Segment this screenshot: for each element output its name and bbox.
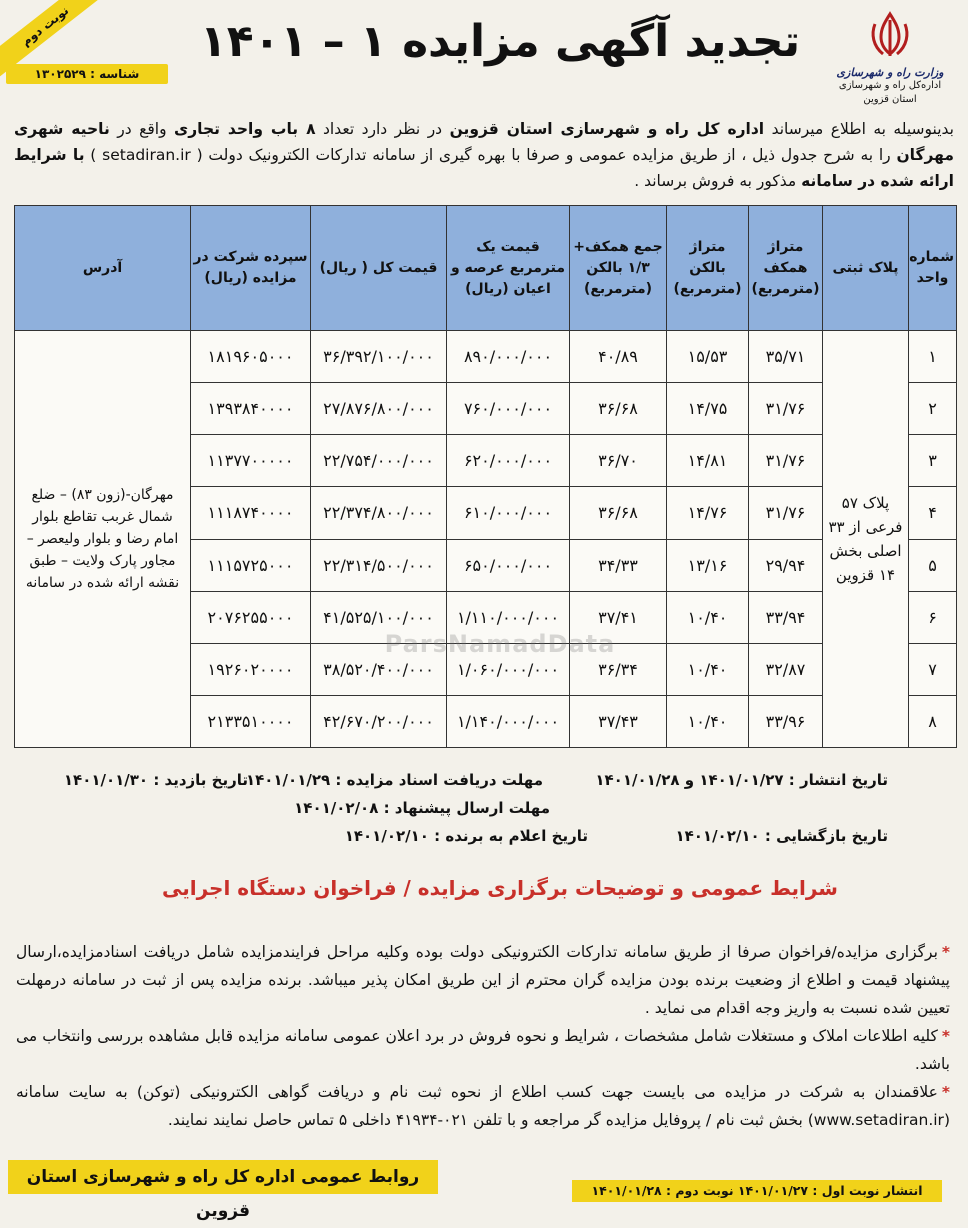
- cell-ground: ۳۳/۹۴: [749, 591, 823, 643]
- bullet-star-icon: *: [941, 1083, 950, 1101]
- cell-deposit: ۱۱۳۷۷۰۰۰۰۰: [191, 435, 311, 487]
- watermark: ParsNamadData: [384, 630, 616, 658]
- publication-badge: انتشار نوبت اول : ۱۴۰۱/۰۱/۲۷ نوبت دوم : ۱۴۰۱/۰۱/۲۸: [572, 1180, 942, 1202]
- intro-count: ۸ باب واحد تجاری: [174, 120, 316, 138]
- cell-balcony: ۱۳/۱۶: [667, 539, 749, 591]
- cell-unit: ۲: [909, 383, 957, 435]
- cell-deposit: ۱۹۲۶۰۲۰۰۰۰: [191, 643, 311, 695]
- cell-unit: ۴: [909, 487, 957, 539]
- cell-ground: ۳۱/۷۶: [749, 435, 823, 487]
- intro-text-2: در نظر دارد تعداد: [315, 120, 450, 138]
- cell-deposit: ۱۱۱۵۷۲۵۰۰۰: [191, 539, 311, 591]
- cell-ground: ۳۳/۹۶: [749, 695, 823, 747]
- cell-total: ۳۶/۳۹۲/۱۰۰/۰۰۰: [311, 331, 447, 383]
- cell-balcony: ۱۰/۴۰: [667, 591, 749, 643]
- header-plaque: پلاک ثبتی: [823, 206, 909, 331]
- intro-terms: با شرایط ارائه شده در سامانه: [14, 146, 954, 190]
- org-line-2: استان قزوین: [863, 94, 917, 105]
- table-row: [15, 331, 957, 383]
- cell-balcony: ۱۰/۴۰: [667, 695, 749, 747]
- condition-text: علاقمندان به شرکت در مزایده می بایست جهت کسب اطلاع از نحوه ثبت نام و دریافت گواهی الکترونیکی (توکن) به سایت سامانه (www.setadiran.ir) بخش ثبت نام / پروفایل مزایده گر مراجعه و با تلفن ۰۲۱-۴۱۹۳۴ داخلی ۵ تماس حاصل نمایند نمایند.: [16, 1083, 950, 1129]
- cell-ground: ۳۵/۷۱: [749, 331, 823, 383]
- cell-unit-price: ۶۲۰/۰۰۰/۰۰۰: [447, 435, 570, 487]
- corner-badge: نوبت دوم: [0, 0, 111, 82]
- cell-total: ۲۲/۷۵۴/۰۰۰/۰۰۰: [311, 435, 447, 487]
- cell-plaque: پلاک ۵۷ فرعی از ۳۳ اصلی بخش ۱۴ قزوین: [823, 331, 909, 748]
- header-address: آدرس: [15, 206, 191, 331]
- cell-unit: ۷: [909, 643, 957, 695]
- cell-total: ۴۱/۵۲۵/۱۰۰/۰۰۰: [311, 591, 447, 643]
- bullet-star-icon: *: [941, 1027, 950, 1045]
- cell-unit-price: ۱/۱۴۰/۰۰۰/۰۰۰: [447, 695, 570, 747]
- cell-total: ۴۲/۶۷۰/۲۰۰/۰۰۰: [311, 695, 447, 747]
- header-unit-price: قیمت یک مترمربع عرصه و اعیان (ریال): [447, 206, 570, 331]
- cell-ground: ۳۱/۷۶: [749, 383, 823, 435]
- condition-text: کلیه اطلاعات املاک و مستغلات شامل مشخصات ، شرایط و نحوه فروش در برد اعلان عمومی سامانه مزایده قابل مشاهده بررسی وانتخاب می باشد.: [16, 1027, 950, 1073]
- cell-ground: ۳۲/۸۷: [749, 643, 823, 695]
- cell-unit: ۵: [909, 539, 957, 591]
- condition-item: [16, 1078, 950, 1134]
- cell-total: ۲۷/۸۷۶/۸۰۰/۰۰۰: [311, 383, 447, 435]
- cell-unit-price: ۷۶۰/۰۰۰/۰۰۰: [447, 383, 570, 435]
- cell-balcony: ۱۰/۴۰: [667, 643, 749, 695]
- cell-deposit: ۱۳۹۳۸۴۰۰۰۰: [191, 383, 311, 435]
- cell-unit-price: ۱/۰۶۰/۰۰۰/۰۰۰: [447, 643, 570, 695]
- visit-date: تاریخ بازدید : ۱۴۰۱/۰۱/۳۰: [63, 771, 248, 789]
- cell-total: ۲۲/۳۷۴/۸۰۰/۰۰۰: [311, 487, 447, 539]
- cell-sum: ۳۷/۴۳: [570, 695, 667, 747]
- header-deposit: سپرده شرکت در مزایده (ریال): [191, 206, 311, 331]
- intro-paragraph: [14, 116, 954, 194]
- conditions-title: شرایط عمومی و توضیحات برگزاری مزایده / فراخوان دستگاه اجرایی: [162, 876, 838, 900]
- intro-org: اداره کل راه و شهرسازی استان قزوین: [449, 120, 765, 138]
- cell-balcony: ۱۴/۸۱: [667, 435, 749, 487]
- cell-ground: ۳۱/۷۶: [749, 487, 823, 539]
- table-header-row: [15, 206, 957, 331]
- cell-total: ۲۲/۳۱۴/۵۰۰/۰۰۰: [311, 539, 447, 591]
- cell-sum: ۳۶/۳۴: [570, 643, 667, 695]
- doc-deadline: مهلت دریافت اسناد مزایده : ۱۴۰۱/۰۱/۲۹: [245, 771, 543, 789]
- cell-balcony: ۱۴/۷۵: [667, 383, 749, 435]
- header-total: قیمت کل ( ریال): [311, 206, 447, 331]
- org-logo: [830, 10, 950, 107]
- intro-text-3: واقع در: [109, 120, 175, 138]
- logo-name: وزارت راه و شهرسازی: [836, 66, 944, 79]
- cell-unit-price: ۱/۱۱۰/۰۰۰/۰۰۰: [447, 591, 570, 643]
- cell-unit-price: ۸۹۰/۰۰۰/۰۰۰: [447, 331, 570, 383]
- page-title: تجدید آگهی مزایده ۱ – ۱۴۰۱: [199, 16, 801, 67]
- dates-block: [10, 766, 888, 850]
- bullet-star-icon: *: [941, 943, 950, 961]
- cell-unit: ۸: [909, 695, 957, 747]
- cell-unit: ۱: [909, 331, 957, 383]
- condition-item: [16, 1022, 950, 1078]
- cell-unit-price: ۶۱۰/۰۰۰/۰۰۰: [447, 487, 570, 539]
- cell-sum: ۳۶/۷۰: [570, 435, 667, 487]
- cell-total: ۳۸/۵۲۰/۴۰۰/۰۰۰: [311, 643, 447, 695]
- cell-balcony: ۱۴/۷۶: [667, 487, 749, 539]
- intro-text-5: مذکور به فروش برساند .: [634, 172, 802, 190]
- org-line-1: اداره‌کل راه و شهرسازی: [838, 80, 942, 91]
- cell-balcony: ۱۵/۵۳: [667, 331, 749, 383]
- intro-area: ناحیه شهری مهرگان: [14, 120, 954, 164]
- cell-sum: ۳۶/۶۸: [570, 487, 667, 539]
- cell-address: مهرگان-(زون ۸۳) – ضلع شمال غربب تقاطع بلوار امام رضا و بلوار ولیعصر – مجاور پارک ولایت – طبق نقشه ارائه شده در سامانه: [15, 331, 191, 748]
- cell-unit-price: ۶۵۰/۰۰۰/۰۰۰: [447, 539, 570, 591]
- publish-date: تاریخ انتشار : ۱۴۰۱/۰۱/۲۷ و ۱۴۰۱/۰۱/۲۸: [595, 771, 888, 789]
- cell-deposit: ۱۱۱۸۷۴۰۰۰۰: [191, 487, 311, 539]
- winner-date: تاریخ اعلام به برنده : ۱۴۰۱/۰۲/۱۰: [344, 827, 588, 845]
- cell-deposit: ۲۰۷۶۲۵۵۰۰۰: [191, 591, 311, 643]
- cell-deposit: ۲۱۳۳۵۱۰۰۰۰: [191, 695, 311, 747]
- intro-text-4: را به شرح جدول ذیل ، از طریق مزایده عمومی و صرفا با بهره گیری از سامانه تدارکات الکترونیک دولت ( setadiran.ir ): [84, 146, 897, 164]
- cell-deposit: ۱۸۱۹۶۰۵۰۰۰: [191, 331, 311, 383]
- public-relations-badge: روابط عمومی اداره کل راه و شهرسازی استان قزوین: [8, 1160, 438, 1194]
- cell-sum: ۳۷/۴۱: [570, 591, 667, 643]
- opening-date: تاریخ بازگشایی : ۱۴۰۱/۰۲/۱۰: [675, 827, 888, 845]
- cell-sum: ۳۶/۶۸: [570, 383, 667, 435]
- cell-unit: ۳: [909, 435, 957, 487]
- header-ground: متراژ همکف (مترمربع): [749, 206, 823, 331]
- offer-deadline: مهلت ارسال پیشنهاد : ۱۴۰۱/۰۲/۰۸: [294, 799, 550, 817]
- cell-ground: ۲۹/۹۴: [749, 539, 823, 591]
- cell-sum: ۳۴/۳۳: [570, 539, 667, 591]
- intro-text-1: بدینوسیله به اطلاع میرساند: [764, 120, 954, 138]
- condition-item: [16, 938, 950, 1022]
- condition-text: برگزاری مزایده/فراخوان صرفا از طریق سامانه تدارکات الکترونیکی دولت بوده وکلیه مراحل فرایندمزایده شامل دریافت اسنادمزایده،ارسال پیشنهاد قیمت و اطلاع از وضعیت برنده بودن مزایده گران محترم از این طریق امکان پذیر میباشد. برنده مزایده پس از ثبت در سامانه درمهلت تعیین شده نسبت به واریز وجه اقدام می نماید .: [16, 943, 950, 1017]
- iran-emblem-icon: [867, 10, 913, 60]
- header-unit: شماره واحد: [909, 206, 957, 331]
- header-balcony: متراژ بالکن (مترمربع): [667, 206, 749, 331]
- header-sum: جمع همکف+ ۱/۳ بالکن (مترمربع): [570, 206, 667, 331]
- conditions-list: [16, 938, 950, 1134]
- id-badge: شناسه : ۱۳۰۲۵۲۹: [6, 64, 168, 84]
- auction-table: [14, 205, 957, 748]
- cell-sum: ۴۰/۸۹: [570, 331, 667, 383]
- cell-unit: ۶: [909, 591, 957, 643]
